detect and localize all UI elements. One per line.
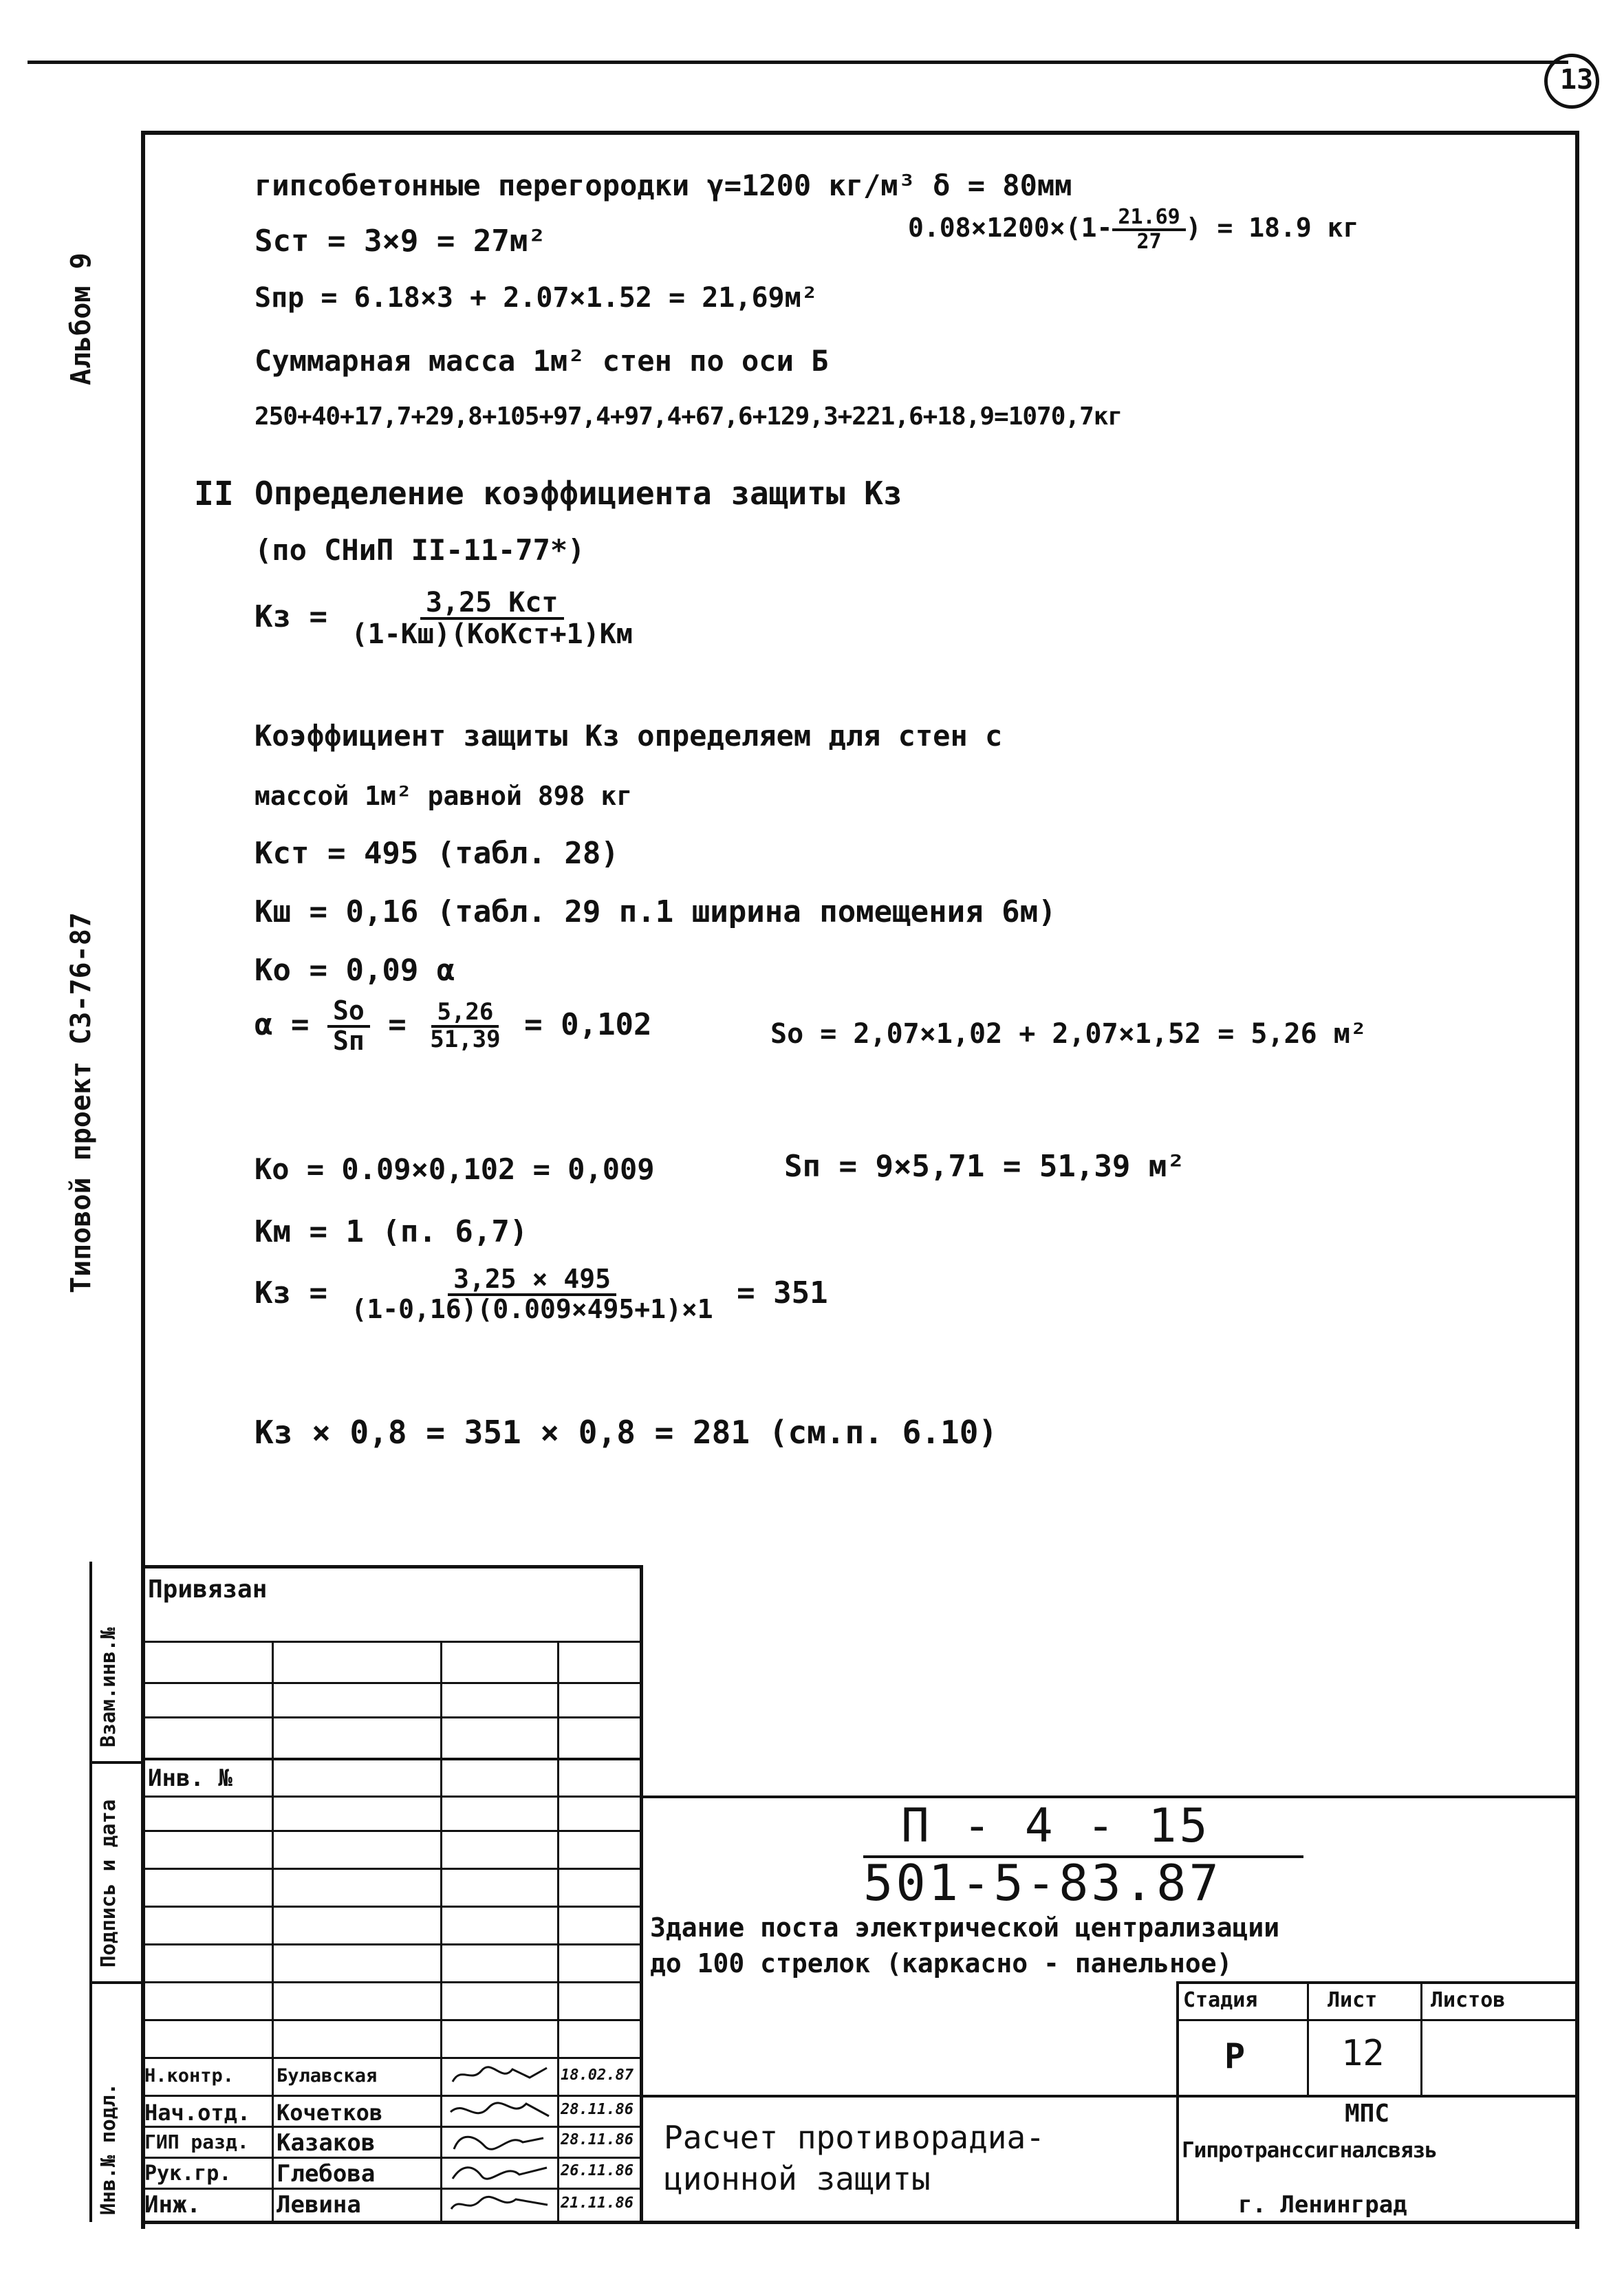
- tb-bottom: [141, 2221, 1579, 2224]
- section-title: Определение коэффициента защиты Кз: [255, 475, 902, 512]
- tb-col-line: [272, 1641, 274, 2221]
- tb-row-line: [141, 2057, 643, 2059]
- name-4: Левина: [277, 2191, 361, 2219]
- role-1: Нач.отд.: [144, 2100, 251, 2126]
- role-0: Н.контр.: [144, 2065, 235, 2087]
- alpha-line: α = $\frac{So}{Sп}$ = $\frac{5,26}{51,39}$ = 0,102: [255, 995, 652, 1056]
- inv-no-label: Инв. №: [148, 1765, 232, 1792]
- doc-title-1: Расчет противорадиа-: [664, 2119, 1045, 2156]
- para-line-1: Коэффициент защиты Кз определяем для стен с: [255, 719, 1003, 753]
- signature-2: [447, 2128, 550, 2155]
- stamp-label-vzam: Взам.инв.№: [96, 1627, 120, 1747]
- doc-title-2: ционной защиты: [664, 2160, 931, 2197]
- alpha-frac2-num: 5,26: [431, 1000, 499, 1028]
- name-3: Глебова: [277, 2160, 376, 2188]
- para-line-2: массой 1м² равной 898 кг: [255, 781, 633, 811]
- formula-kz2: Кз = $\frac{3,25 \times 495}{(1-0,16)(0.009\times 495+1)\times 1}$ = 351: [255, 1264, 828, 1324]
- ko-line: Ко = 0,09 α: [255, 953, 455, 988]
- sn-line: Sп = 9×5,71 = 51,39 м²: [784, 1149, 1185, 1184]
- project-label: Типовой проект СЗ-76-87: [65, 912, 97, 1293]
- tb-right-top: [640, 1796, 1579, 1798]
- frame-right: [1575, 131, 1579, 2229]
- role-2: ГИП разд.: [144, 2131, 249, 2153]
- sheet-value: 12: [1341, 2033, 1385, 2074]
- tb-right-row: [640, 2095, 1579, 2098]
- tb-row-line: [141, 2019, 643, 2021]
- alpha-frac2-den: 51,39: [430, 1025, 501, 1053]
- name-0: Булавская: [277, 2065, 378, 2087]
- date-2: 28.11.86: [561, 2131, 634, 2148]
- tb-row-line: [141, 2095, 643, 2097]
- tb-left-vsep: [640, 1565, 643, 2222]
- tb-row-line: [141, 1682, 643, 1684]
- tb-row-line: [141, 1641, 643, 1643]
- top-rule: [28, 61, 1568, 64]
- tb-row-line: [141, 1796, 643, 1798]
- frame-top: [141, 131, 1579, 135]
- stage-header: Стадия: [1183, 1988, 1258, 2012]
- name-1: Кочетков: [277, 2100, 383, 2126]
- stamp-col-left: [89, 1562, 92, 2222]
- formula-kz2-num: 3,25 × 495: [448, 1266, 616, 1296]
- calc-line-3: Sпр = 6.18×3 + 2.07×1.52 = 21,69м²: [255, 282, 818, 314]
- building-line-2: до 100 стрелок (каркасно - панельное): [650, 1948, 1233, 1979]
- tb-row-line: [141, 1868, 643, 1870]
- alpha-frac1-den: Sп: [332, 1025, 365, 1056]
- ko2-line: Ко = 0.09×0,102 = 0,009: [255, 1152, 655, 1186]
- tb-col-line: [557, 1641, 559, 2221]
- signature-1: [447, 2098, 550, 2124]
- section-number: II: [194, 475, 234, 513]
- date-4: 21.11.86: [561, 2195, 634, 2212]
- tb-row-line: [141, 1943, 643, 1945]
- formula-kz2-den: (1-0,16)(0.009×495+1)×1: [351, 1293, 713, 1324]
- tb-col-line: [440, 1641, 442, 2221]
- calc-line-1: гипсобетонные перегородки γ=1200 кг/м³ δ = 80мм: [255, 169, 1072, 202]
- page-number: 13: [1560, 64, 1594, 96]
- tb-row-line: [141, 1716, 643, 1718]
- signature-3: [447, 2159, 550, 2186]
- tb-row-line: [141, 1758, 643, 1760]
- final-line: Кз × 0,8 = 351 × 0,8 = 281 (см.п. 6.10): [255, 1414, 998, 1451]
- tb-right-vsep: [1176, 1981, 1179, 2222]
- tb-row-line: [141, 1981, 643, 1983]
- frac-num: 21.69: [1112, 206, 1185, 231]
- album-label: Альбом 9: [65, 252, 97, 385]
- tb-right-vsep: [1420, 1981, 1422, 2095]
- tb-row-line: [141, 1830, 643, 1832]
- name-2: Казаков: [277, 2129, 376, 2157]
- stamp-label-podpis: Подпись и дата: [96, 1799, 120, 1967]
- so-line: So = 2,07×1,02 + 2,07×1,52 = 5,26 м²: [770, 1018, 1367, 1050]
- page-number-circle: [1544, 54, 1599, 109]
- tb-row-line: [141, 2157, 643, 2159]
- tb-right-row: [1176, 1981, 1579, 1984]
- code-1: П - 4 - 15: [901, 1799, 1211, 1853]
- formula-kz-num: 3,25 Кст: [420, 588, 564, 620]
- calc-line-2b: 0.08×1200×(1- $\frac{21.69}{27}$ ) = 18.9 кг: [908, 205, 1359, 254]
- sheets-header: Листов: [1431, 1988, 1506, 2012]
- code-2: 501-5-83.87: [863, 1854, 1222, 1912]
- km-line: Км = 1 (п. 6,7): [255, 1214, 528, 1249]
- ksh-line: Кш = 0,16 (табл. 29 п.1 ширина помещения 6м): [255, 894, 1057, 929]
- stamp-label-inv: Инв.№ подл.: [96, 2082, 120, 2215]
- signature-0: [447, 2062, 550, 2089]
- signature-4: [447, 2191, 550, 2217]
- date-3: 26.11.86: [561, 2162, 634, 2179]
- calc-line-4: Суммарная масса 1м² стен по оси Б: [255, 344, 829, 378]
- calc-line-2a: Sст = 3×9 = 27м²: [255, 224, 546, 259]
- role-4: Инж.: [144, 2191, 201, 2219]
- building-line-1: Здание поста электрической централизации: [650, 1912, 1280, 1943]
- date-1: 28.11.86: [561, 2101, 634, 2118]
- org-3: г. Ленинград: [1238, 2191, 1407, 2219]
- stamp-col-div2: [89, 1981, 144, 1984]
- alpha-frac1-num: So: [327, 998, 370, 1028]
- org-2: Гипротранссигналсвязь: [1182, 2138, 1437, 2163]
- tb-row-line: [141, 1906, 643, 1908]
- date-0: 18.02.87: [561, 2067, 634, 2084]
- tb-row-line: [141, 2126, 643, 2128]
- section-ref: (по СНиП II-11-77*): [255, 533, 585, 567]
- tb-row-line: [141, 2188, 643, 2190]
- tb-right-row: [1176, 2019, 1579, 2021]
- org-1: МПС: [1345, 2100, 1390, 2128]
- tb-top-left: [141, 1565, 643, 1568]
- sheet-header: Лист: [1328, 1988, 1378, 2012]
- stamp-col-div1: [89, 1761, 144, 1764]
- frame-left: [141, 131, 145, 2229]
- calc-line-5: 250+40+17,7+29,8+105+97,4+97,4+67,6+129,3+221,6+18,9=1070,7кг: [255, 402, 1123, 431]
- privyazan-label: Привязан: [148, 1575, 268, 1604]
- formula-kz: Кз = $\frac{\text{3,25 Кст}}{\text{(1-Кш)(КоКст+1)Км}}$: [255, 588, 638, 649]
- stage-value: Р: [1224, 2036, 1246, 2076]
- role-3: Рук.гр.: [144, 2161, 232, 2186]
- kst-line: Кст = 495 (табл. 28): [255, 836, 619, 871]
- tb-right-vsep: [1307, 1981, 1309, 2095]
- frac-den: 27: [1136, 229, 1162, 254]
- formula-kz-den: (1-Кш)(КоКст+1)Км: [351, 618, 633, 650]
